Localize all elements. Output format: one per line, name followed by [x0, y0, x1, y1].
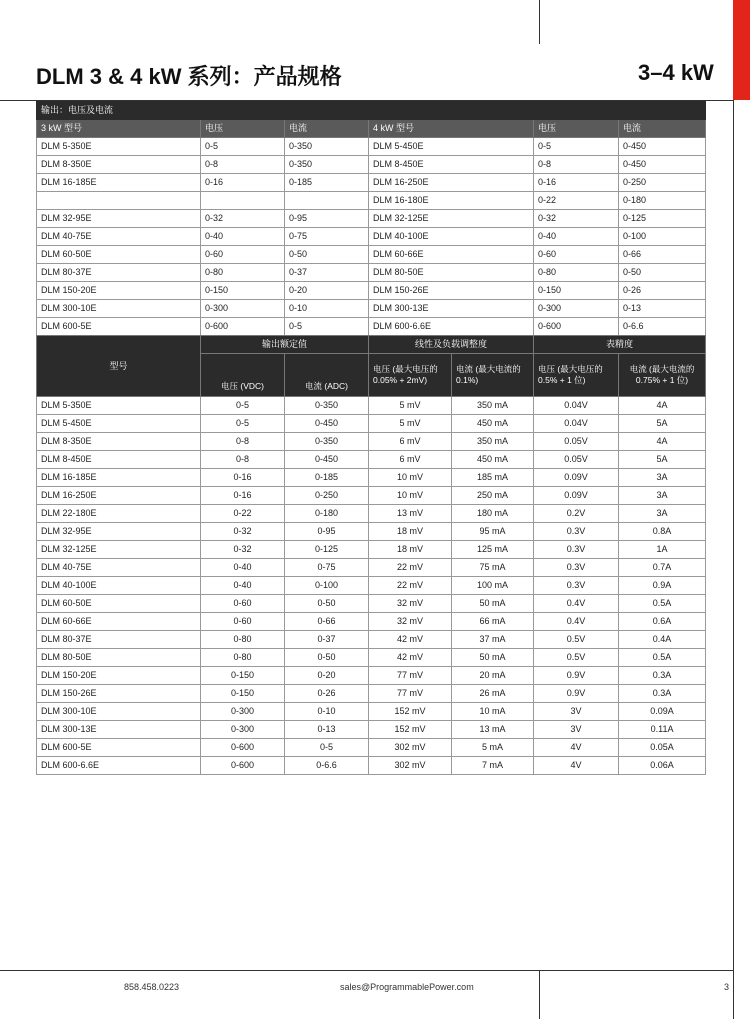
table-row	[37, 246, 706, 264]
value-cell: 0-16	[534, 174, 619, 192]
value-cell: 10 mV	[369, 469, 452, 487]
value-cell: 0.3A	[619, 685, 706, 703]
table-row	[37, 451, 706, 469]
table-row	[37, 397, 706, 415]
value-cell: 0-40	[201, 577, 285, 595]
table-row	[37, 210, 706, 228]
model-cell: DLM 60-66E	[37, 613, 201, 631]
value-cell: 0-16	[201, 469, 285, 487]
value-cell: 0-600	[201, 318, 285, 336]
model-cell: DLM 22-180E	[37, 505, 201, 523]
footer-phone: 858.458.0223	[124, 982, 180, 992]
model-cell: DLM 600-5E	[37, 739, 201, 757]
value-cell: 5 mV	[369, 415, 452, 433]
value-cell: 0-66	[285, 613, 369, 631]
value-cell: 0-600	[201, 757, 285, 775]
value-cell: 0-40	[201, 559, 285, 577]
output-table-body	[37, 138, 706, 336]
value-cell: 0-20	[285, 282, 369, 300]
value-cell: 0-450	[619, 156, 706, 174]
value-cell: 10 mV	[369, 487, 452, 505]
value-cell: 0-16	[201, 487, 285, 505]
value-cell: 0-66	[619, 246, 706, 264]
value-cell: 0-16	[201, 174, 285, 192]
value-cell: DLM 300-13E	[369, 300, 534, 318]
value-cell: DLM 16-180E	[369, 192, 534, 210]
output-table-section-title: 输出：电压及电流	[37, 102, 706, 120]
value-cell: 5A	[619, 415, 706, 433]
col-header-voltage: 电压	[534, 120, 619, 138]
table-row	[37, 721, 706, 739]
model-cell: DLM 32-95E	[37, 523, 201, 541]
value-cell: 5 mV	[369, 397, 452, 415]
value-cell: 0-250	[285, 487, 369, 505]
table-row	[37, 631, 706, 649]
value-cell: 185 mA	[452, 469, 534, 487]
value-cell: 0-26	[285, 685, 369, 703]
value-cell: 0.5V	[534, 649, 619, 667]
value-cell: 10 mA	[452, 703, 534, 721]
value-cell: 0.3V	[534, 577, 619, 595]
value-cell: 32 mV	[369, 595, 452, 613]
value-cell: 3V	[534, 703, 619, 721]
value-cell: 0-150	[201, 667, 285, 685]
value-cell: 0-6.6	[619, 318, 706, 336]
value-cell: 0.4V	[534, 595, 619, 613]
value-cell: 6 mV	[369, 451, 452, 469]
value-cell: 13 mV	[369, 505, 452, 523]
value-cell: 0-40	[534, 228, 619, 246]
table-row	[37, 469, 706, 487]
value-cell: 3A	[619, 487, 706, 505]
value-cell	[285, 192, 369, 210]
value-cell: 0-5	[201, 397, 285, 415]
value-cell: 0-75	[285, 228, 369, 246]
value-cell: 0-8	[201, 156, 285, 174]
table-row	[37, 523, 706, 541]
value-cell: 0-100	[285, 577, 369, 595]
value-cell: 450 mA	[452, 451, 534, 469]
model-cell: DLM 80-50E	[37, 649, 201, 667]
group-header-output-rating: 输出额定值	[201, 336, 369, 354]
value-cell: 0-185	[285, 469, 369, 487]
value-cell: 0.3V	[534, 523, 619, 541]
spec-table-body	[37, 397, 706, 775]
model-cell: DLM 8-350E	[37, 433, 201, 451]
value-cell: 0-450	[285, 415, 369, 433]
model-cell: DLM 5-350E	[37, 397, 201, 415]
table-row	[37, 282, 706, 300]
value-cell: 0-60	[534, 246, 619, 264]
value-cell: 3A	[619, 469, 706, 487]
value-cell: 0-32	[201, 523, 285, 541]
table-row	[37, 739, 706, 757]
value-cell: 0-250	[619, 174, 706, 192]
value-cell: 0-75	[285, 559, 369, 577]
model-cell: DLM 150-20E	[37, 667, 201, 685]
table-row	[37, 595, 706, 613]
value-cell: 0-125	[285, 541, 369, 559]
value-cell: 350 mA	[452, 433, 534, 451]
value-cell: 3A	[619, 505, 706, 523]
value-cell: 42 mV	[369, 649, 452, 667]
model-cell: DLM 32-95E	[37, 210, 201, 228]
value-cell: 0-80	[201, 631, 285, 649]
value-cell: 0.5A	[619, 595, 706, 613]
value-cell: 26 mA	[452, 685, 534, 703]
footer-email[interactable]: sales@ProgrammablePower.com	[340, 982, 474, 992]
value-cell: 0-50	[619, 264, 706, 282]
value-cell: 0-6.6	[285, 757, 369, 775]
value-cell: 0.4A	[619, 631, 706, 649]
value-cell: 152 mV	[369, 703, 452, 721]
value-cell: 18 mV	[369, 541, 452, 559]
value-cell: 0.04V	[534, 397, 619, 415]
value-cell: 0-600	[534, 318, 619, 336]
subheader-accuracy-current: 电流 (最大电流的0.75% + 1 位)	[619, 354, 706, 397]
col-header-4kw-model: 4 kW 型号	[369, 120, 534, 138]
value-cell: 0.5A	[619, 649, 706, 667]
value-cell: 0.2V	[534, 505, 619, 523]
value-cell: 0.09V	[534, 487, 619, 505]
value-cell: 42 mV	[369, 631, 452, 649]
value-cell: 0-5	[201, 415, 285, 433]
value-cell: 0.05V	[534, 451, 619, 469]
table-row	[37, 318, 706, 336]
value-cell: 0-60	[201, 595, 285, 613]
model-cell: DLM 150-20E	[37, 282, 201, 300]
value-cell: 13 mA	[452, 721, 534, 739]
value-cell: 50 mA	[452, 595, 534, 613]
model-cell: DLM 32-125E	[37, 541, 201, 559]
model-cell: DLM 300-13E	[37, 721, 201, 739]
footer-rule	[0, 970, 733, 971]
group-header-meter-accuracy: 表精度	[534, 336, 706, 354]
value-cell: 0-180	[285, 505, 369, 523]
value-cell: 350 mA	[452, 397, 534, 415]
value-cell: 0.05A	[619, 739, 706, 757]
frame-line-top-right	[539, 0, 540, 44]
value-cell: 0-350	[285, 138, 369, 156]
value-cell	[201, 192, 285, 210]
value-cell: 37 mA	[452, 631, 534, 649]
table-row	[37, 667, 706, 685]
value-cell: DLM 32-125E	[369, 210, 534, 228]
table-row	[37, 300, 706, 318]
output-table	[36, 101, 706, 336]
footer-divider	[539, 970, 540, 1019]
col-header-3kw-model: 3 kW 型号	[37, 120, 201, 138]
value-cell: 0.4V	[534, 613, 619, 631]
value-cell: DLM 60-66E	[369, 246, 534, 264]
output-table-header-row	[37, 120, 706, 138]
value-cell: 0-60	[201, 613, 285, 631]
model-cell: DLM 40-100E	[37, 577, 201, 595]
col-header-model: 型号	[37, 336, 201, 397]
subheader-regulation-current: 电流 (最大电流的0.1%)	[452, 354, 534, 397]
table-row	[37, 685, 706, 703]
value-cell: 0.09A	[619, 703, 706, 721]
model-cell: DLM 8-350E	[37, 156, 201, 174]
value-cell: 180 mA	[452, 505, 534, 523]
model-cell: DLM 60-50E	[37, 246, 201, 264]
value-cell: 0-80	[201, 264, 285, 282]
model-cell: DLM 16-185E	[37, 469, 201, 487]
model-cell: DLM 40-75E	[37, 228, 201, 246]
value-cell: 4A	[619, 433, 706, 451]
model-cell: DLM 150-26E	[37, 685, 201, 703]
value-cell: 22 mV	[369, 577, 452, 595]
value-cell: 0-80	[201, 649, 285, 667]
value-cell: 77 mV	[369, 667, 452, 685]
value-cell: 0-26	[619, 282, 706, 300]
accent-bar	[733, 0, 750, 100]
value-cell: 5 mA	[452, 739, 534, 757]
value-cell: 0-300	[201, 703, 285, 721]
value-cell: 0.3V	[534, 541, 619, 559]
value-cell: 66 mA	[452, 613, 534, 631]
value-cell: 0-37	[285, 264, 369, 282]
table-row	[37, 192, 706, 210]
table-row	[37, 757, 706, 775]
footer-page-number: 3	[724, 982, 730, 992]
value-cell: 0.3A	[619, 667, 706, 685]
table-row	[37, 505, 706, 523]
col-header-current: 电流	[285, 120, 369, 138]
table-row	[37, 613, 706, 631]
value-cell: 0-5	[534, 138, 619, 156]
value-cell: 50 mA	[452, 649, 534, 667]
value-cell: 0-95	[285, 523, 369, 541]
value-cell: 0-32	[534, 210, 619, 228]
value-cell: 0-100	[619, 228, 706, 246]
model-cell: DLM 80-37E	[37, 631, 201, 649]
value-cell: 0-22	[534, 192, 619, 210]
value-cell: 100 mA	[452, 577, 534, 595]
value-cell: 250 mA	[452, 487, 534, 505]
value-cell: 0.7A	[619, 559, 706, 577]
value-cell: 0.3V	[534, 559, 619, 577]
value-cell: 0-150	[201, 685, 285, 703]
value-cell: 0-20	[285, 667, 369, 685]
value-cell: DLM 80-50E	[369, 264, 534, 282]
table-row	[37, 703, 706, 721]
value-cell: 0.06A	[619, 757, 706, 775]
value-cell: DLM 5-450E	[369, 138, 534, 156]
model-cell: DLM 8-450E	[37, 451, 201, 469]
value-cell: 1A	[619, 541, 706, 559]
value-cell: 0-350	[285, 156, 369, 174]
value-cell: DLM 150-26E	[369, 282, 534, 300]
model-cell: DLM 16-185E	[37, 174, 201, 192]
value-cell: 22 mV	[369, 559, 452, 577]
value-cell: 7 mA	[452, 757, 534, 775]
table-row	[37, 138, 706, 156]
value-cell: DLM 8-450E	[369, 156, 534, 174]
subheader-accuracy-voltage: 电压 (最大电压的0.5% + 1 位)	[534, 354, 619, 397]
value-cell: 95 mA	[452, 523, 534, 541]
frame-line-right	[733, 100, 734, 1019]
table-row	[37, 415, 706, 433]
value-cell: 4A	[619, 397, 706, 415]
value-cell: 0-300	[201, 300, 285, 318]
value-cell: 0.9V	[534, 667, 619, 685]
value-cell: 0-50	[285, 649, 369, 667]
value-cell: 18 mV	[369, 523, 452, 541]
value-cell: 0-8	[201, 433, 285, 451]
model-cell: DLM 5-450E	[37, 415, 201, 433]
subheader-rated-voltage: 电压 (VDC)	[201, 354, 285, 397]
subheader-rated-current: 电流 (ADC)	[285, 354, 369, 397]
value-cell: 0.9V	[534, 685, 619, 703]
col-header-voltage: 电压	[201, 120, 285, 138]
value-cell: 0-350	[285, 397, 369, 415]
value-cell: 0-300	[534, 300, 619, 318]
value-cell: 0-32	[201, 541, 285, 559]
table-row	[37, 433, 706, 451]
value-cell: 0-5	[201, 138, 285, 156]
value-cell: 0.6A	[619, 613, 706, 631]
value-cell: 0-125	[619, 210, 706, 228]
value-cell: 0-180	[619, 192, 706, 210]
value-cell: 4V	[534, 739, 619, 757]
value-cell: 0-50	[285, 595, 369, 613]
value-cell: 0.05V	[534, 433, 619, 451]
value-cell: 0-8	[201, 451, 285, 469]
value-cell: 0.09V	[534, 469, 619, 487]
spec-table-group-row	[37, 336, 706, 354]
value-cell: 0-300	[201, 721, 285, 739]
value-cell: 0-450	[619, 138, 706, 156]
model-cell: DLM 16-250E	[37, 487, 201, 505]
value-cell: 0-37	[285, 631, 369, 649]
table-row	[37, 649, 706, 667]
value-cell: 0-8	[534, 156, 619, 174]
value-cell: 0-22	[201, 505, 285, 523]
table-row	[37, 264, 706, 282]
value-cell: 3V	[534, 721, 619, 739]
page-title: DLM 3 & 4 kW 系列：产品规格	[36, 64, 342, 89]
value-cell: 0-5	[285, 739, 369, 757]
model-cell: DLM 600-5E	[37, 318, 201, 336]
value-cell: 0-600	[201, 739, 285, 757]
table-row	[37, 559, 706, 577]
value-cell: 0-10	[285, 300, 369, 318]
value-cell: 0.11A	[619, 721, 706, 739]
model-cell: DLM 600-6.6E	[37, 757, 201, 775]
value-cell: 0-13	[285, 721, 369, 739]
group-header-regulation: 线性及负载调整度	[369, 336, 534, 354]
model-cell: DLM 300-10E	[37, 703, 201, 721]
value-cell: 302 mV	[369, 739, 452, 757]
value-cell: 0-185	[285, 174, 369, 192]
value-cell: 32 mV	[369, 613, 452, 631]
value-cell: 0-95	[285, 210, 369, 228]
table-row	[37, 174, 706, 192]
value-cell: 302 mV	[369, 757, 452, 775]
value-cell: 5A	[619, 451, 706, 469]
table-row	[37, 577, 706, 595]
value-cell: 0.8A	[619, 523, 706, 541]
subheader-regulation-voltage: 电压 (最大电压的0.05% + 2mV)	[369, 354, 452, 397]
model-cell: DLM 5-350E	[37, 138, 201, 156]
model-cell	[37, 192, 201, 210]
table-row	[37, 487, 706, 505]
value-cell: 0.5V	[534, 631, 619, 649]
model-cell: DLM 40-75E	[37, 559, 201, 577]
value-cell: 0.04V	[534, 415, 619, 433]
model-cell: DLM 60-50E	[37, 595, 201, 613]
value-cell: 20 mA	[452, 667, 534, 685]
value-cell: 0-50	[285, 246, 369, 264]
spec-table	[36, 335, 706, 775]
value-cell: 0.9A	[619, 577, 706, 595]
value-cell: DLM 600-6.6E	[369, 318, 534, 336]
value-cell: 125 mA	[452, 541, 534, 559]
value-cell: 0-150	[534, 282, 619, 300]
value-cell: 152 mV	[369, 721, 452, 739]
table-row	[37, 228, 706, 246]
value-cell: 0-10	[285, 703, 369, 721]
value-cell: 0-32	[201, 210, 285, 228]
col-header-current: 电流	[619, 120, 706, 138]
value-cell: 0-13	[619, 300, 706, 318]
value-cell: 450 mA	[452, 415, 534, 433]
value-cell: 0-150	[201, 282, 285, 300]
value-cell: 0-350	[285, 433, 369, 451]
model-cell: DLM 80-37E	[37, 264, 201, 282]
value-cell: 6 mV	[369, 433, 452, 451]
value-cell: DLM 16-250E	[369, 174, 534, 192]
value-cell: 0-60	[201, 246, 285, 264]
value-cell: 4V	[534, 757, 619, 775]
value-cell: 75 mA	[452, 559, 534, 577]
power-range-label: 3–4 kW	[638, 60, 714, 85]
value-cell: 0-5	[285, 318, 369, 336]
output-table-section-row	[37, 102, 706, 120]
value-cell: 0-80	[534, 264, 619, 282]
value-cell: 0-40	[201, 228, 285, 246]
value-cell: 77 mV	[369, 685, 452, 703]
model-cell: DLM 300-10E	[37, 300, 201, 318]
value-cell: 0-450	[285, 451, 369, 469]
table-row	[37, 541, 706, 559]
value-cell: DLM 40-100E	[369, 228, 534, 246]
table-row	[37, 156, 706, 174]
